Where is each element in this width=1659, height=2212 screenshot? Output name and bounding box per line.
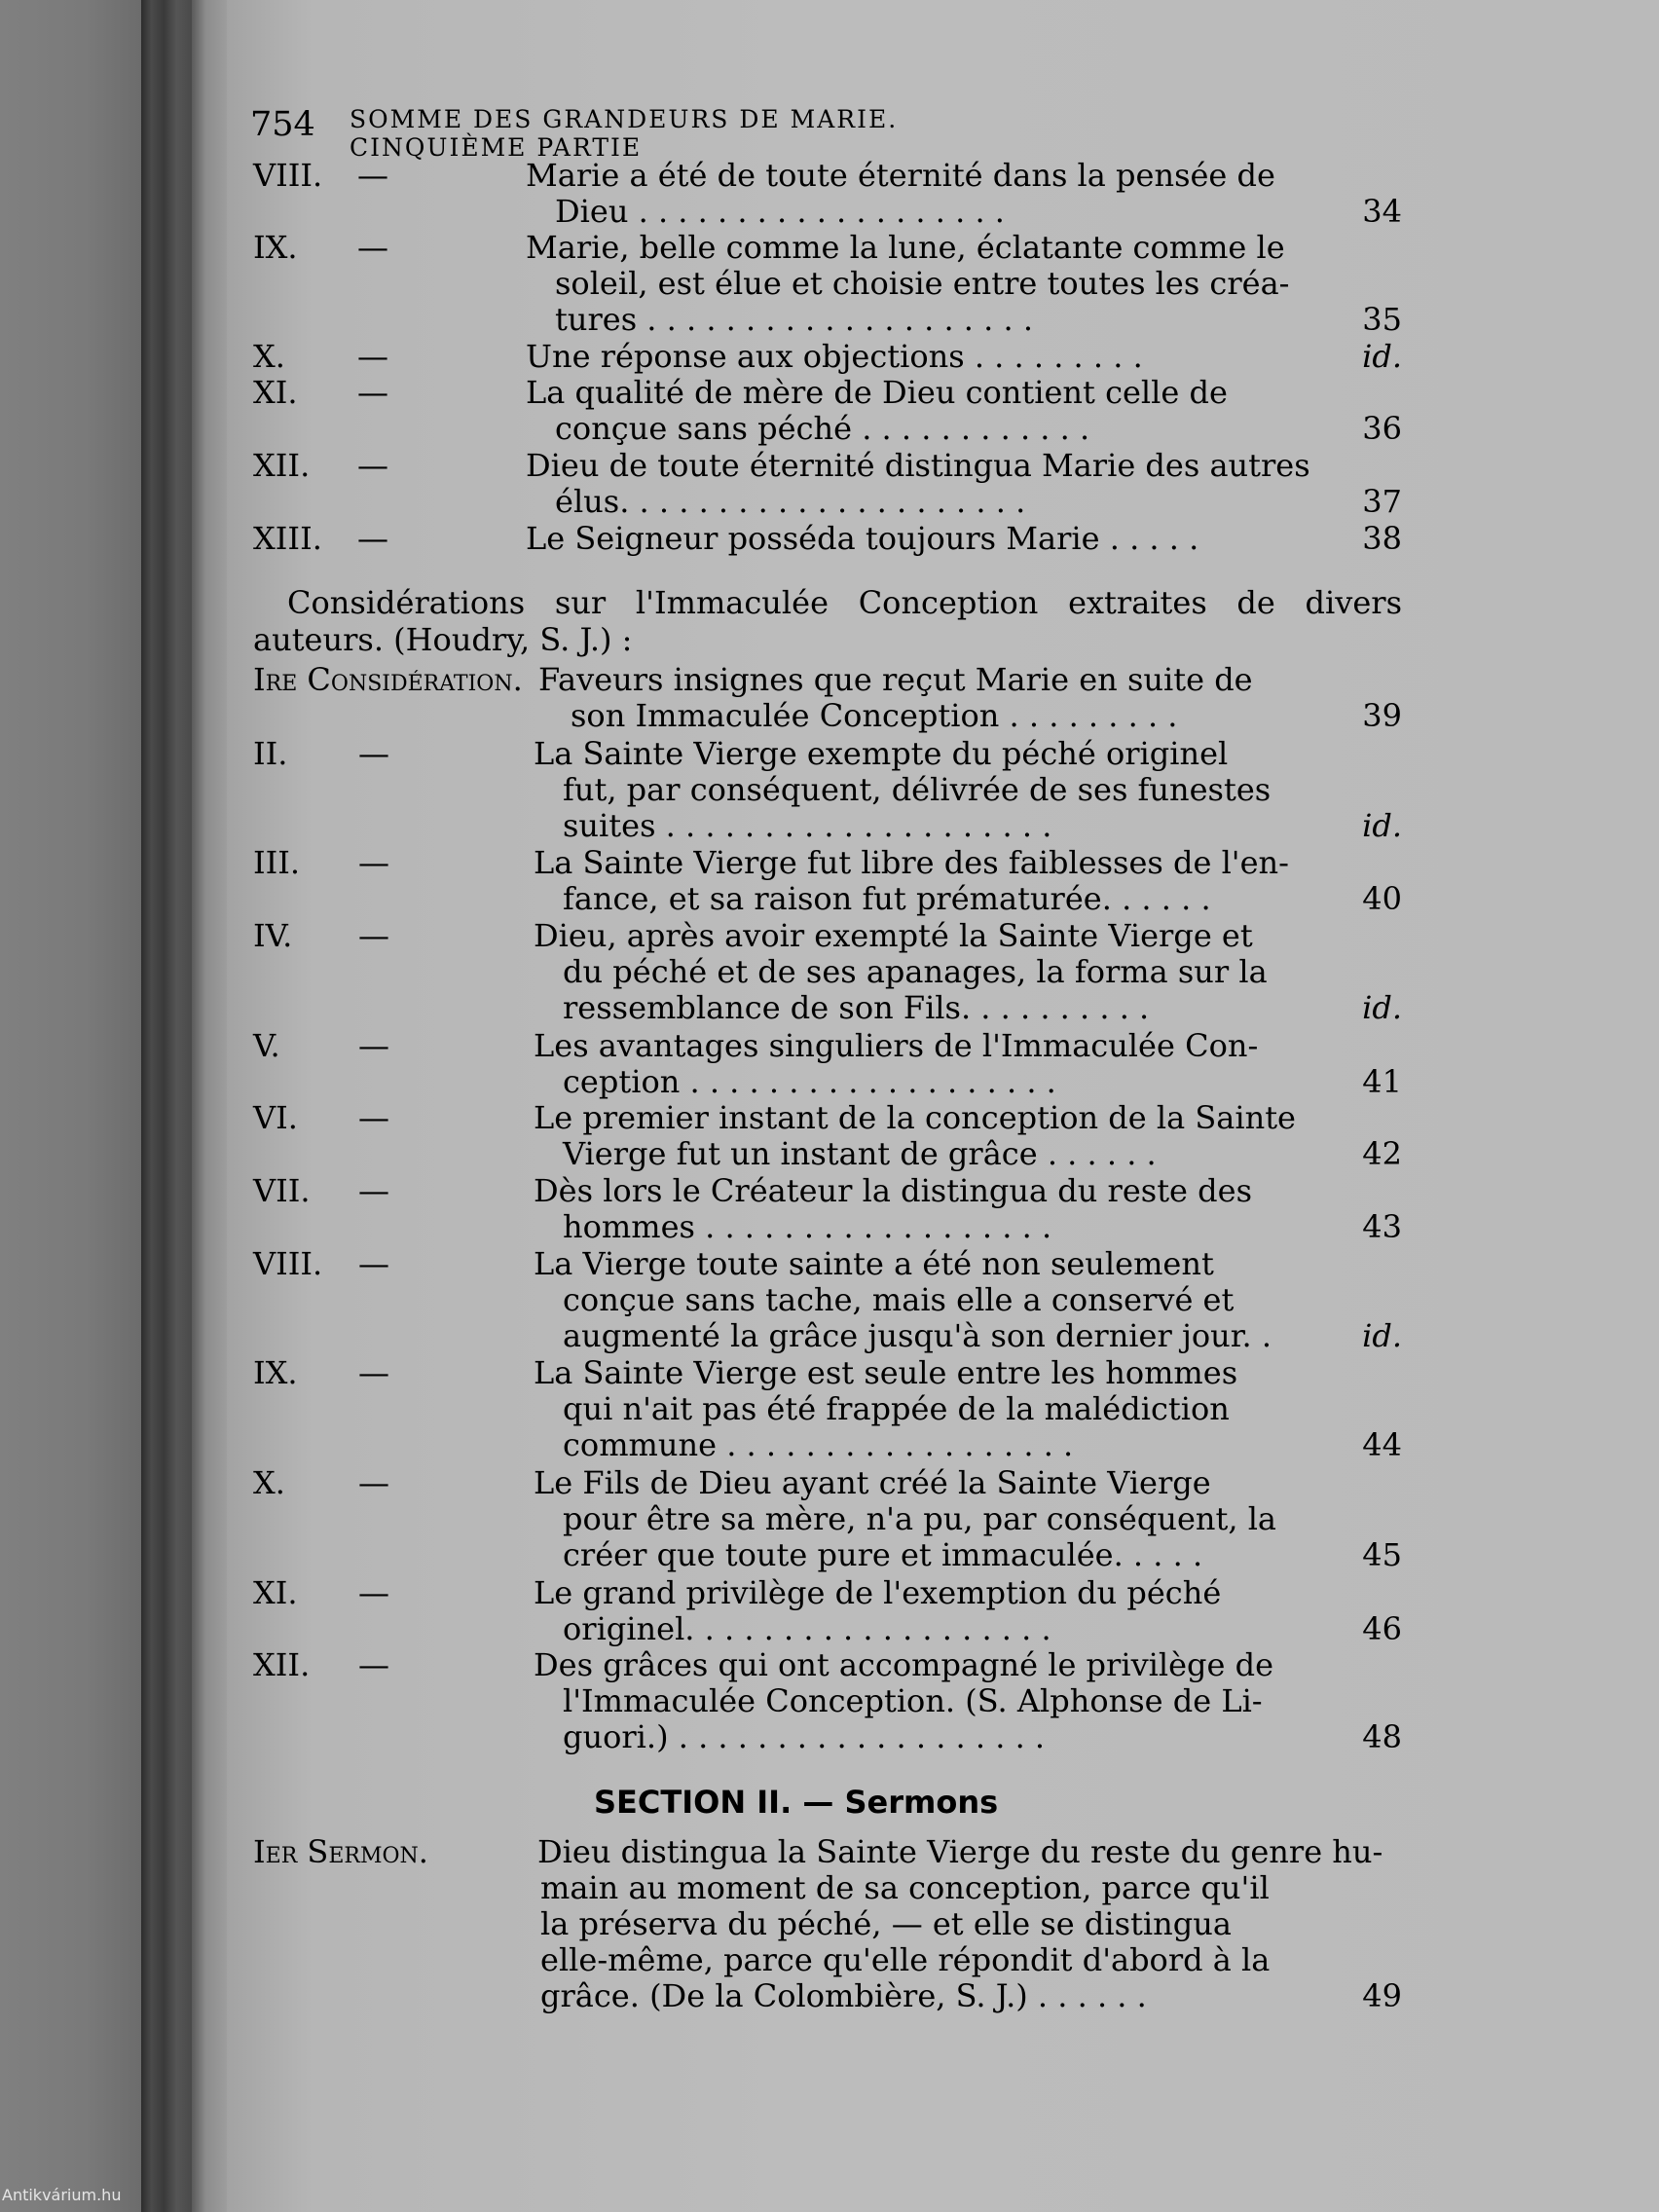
entry-title-line: Marie a été de toute éternité dans la pensée de	[526, 157, 1275, 194]
entry-number: X.	[253, 338, 285, 375]
entry-number: VIII.	[253, 1245, 323, 1282]
entry-dash: —	[358, 1464, 389, 1501]
entry-title-line: La qualité de mère de Dieu contient celle de	[526, 374, 1228, 411]
toc-entry	[253, 230, 1402, 338]
entry-title-line: son Immaculée Conception . . . . . . . . .	[571, 697, 1178, 734]
entry-title-line: Dieu, après avoir exempté la Sainte Vierge et	[534, 917, 1253, 954]
entry-title-line: ception . . . . . . . . . . . . . . . . . . .	[563, 1063, 1056, 1100]
entry-title-line: l'Immaculée Conception. (S. Alphonse de Li-	[563, 1682, 1263, 1719]
entry-dash: —	[357, 157, 388, 194]
entry-page: 34	[1362, 193, 1402, 230]
toc-entry	[253, 448, 1402, 520]
entry-title-line: Faveurs insignes que reçut Marie en suite de	[538, 661, 1253, 698]
entry-number: III.	[253, 844, 301, 881]
toc-entry	[253, 1100, 1402, 1172]
entry-dash: —	[358, 1245, 389, 1282]
entry-page: 44	[1362, 1426, 1402, 1463]
entry-title-line: qui n'ait pas été frappée de la malédiction	[563, 1390, 1230, 1427]
toc-entry	[253, 845, 1402, 917]
entry-number: VI.	[253, 1099, 298, 1136]
entry-page: 42	[1362, 1135, 1402, 1172]
entry-title-line: Le grand privilège de l'exemption du péché	[534, 1574, 1222, 1611]
entry-dash: —	[357, 338, 388, 375]
entry-number: XII.	[253, 447, 311, 484]
entry-number: XI.	[253, 1574, 298, 1611]
entry-title-line: Le premier instant de la conception de la Sainte	[534, 1099, 1296, 1136]
entry-title-line: Dès lors le Créateur la distingua du reste des	[534, 1172, 1252, 1209]
sermon-page: 49	[1362, 1977, 1402, 2014]
page-number: 754	[250, 105, 315, 144]
entry-title-line: élus. . . . . . . . . . . . . . . . . . . . .	[555, 483, 1026, 520]
entry-page: id.	[1362, 989, 1402, 1026]
entry-title-line: commune . . . . . . . . . . . . . . . . . .	[563, 1426, 1074, 1463]
entry-title-line: ressemblance de son Fils. . . . . . . . . .	[563, 989, 1150, 1026]
book-spine	[141, 0, 192, 2212]
toc-entry	[253, 736, 1402, 844]
entry-page: id.	[1362, 1317, 1402, 1354]
entry-page: 41	[1362, 1063, 1402, 1100]
entry-title-line: Dieu de toute éternité distingua Marie des autres	[526, 447, 1310, 484]
entry-number: XII.	[253, 1646, 311, 1683]
entry-number: X.	[253, 1464, 285, 1501]
entry-title-line: Marie, belle comme la lune, éclatante comme le	[526, 229, 1285, 266]
entry-page: 39	[1362, 697, 1402, 734]
entry-page: 36	[1362, 410, 1402, 447]
toc-entry	[253, 1647, 1402, 1755]
entry-label: Ire Considération.	[253, 661, 523, 698]
entry-title-line: Des grâces qui ont accompagné le privilège de	[534, 1646, 1274, 1683]
entry-dash: —	[358, 1574, 389, 1611]
entry-number: V.	[253, 1027, 280, 1064]
background-left	[0, 0, 141, 2212]
entry-title-line: pour être sa mère, n'a pu, par conséquent, la	[563, 1500, 1276, 1537]
entry-page: 48	[1362, 1718, 1402, 1755]
entry-number: IV.	[253, 917, 293, 954]
watermark: Antikvárium.hu	[2, 2186, 122, 2204]
entry-title-line: Une réponse aux objections . . . . . . . . .	[526, 338, 1143, 375]
entry-dash: —	[358, 917, 389, 954]
entry-title-line: tures . . . . . . . . . . . . . . . . . . . .	[555, 301, 1033, 338]
entry-dash: —	[358, 1027, 389, 1064]
entry-dash: —	[357, 374, 388, 411]
entry-page: 43	[1362, 1208, 1402, 1245]
entry-dash: —	[357, 520, 388, 557]
entry-dash: —	[358, 1354, 389, 1391]
entry-title-line: du péché et de ses apanages, la forma sur la	[563, 953, 1268, 990]
sermon-title-line: Dieu distingua la Sainte Vierge du reste du genre hu-	[537, 1833, 1383, 1870]
entry-title-line: Les avantages singuliers de l'Immaculée Con-	[534, 1027, 1259, 1064]
entry-page: id.	[1362, 807, 1402, 844]
sermon-title-line: grâce. (De la Colombière, S. J.) . . . . . .	[540, 1977, 1147, 2014]
entry-number: XI.	[253, 374, 298, 411]
entry-number: XIII.	[253, 520, 322, 557]
entry-dash: —	[357, 447, 388, 484]
considerations-intro	[253, 584, 1402, 658]
toc-entry	[253, 521, 1402, 557]
entry-dash: —	[358, 1646, 389, 1683]
toc-entry	[253, 1028, 1402, 1100]
entry-title-line: guori.) . . . . . . . . . . . . . . . . . . .	[563, 1718, 1046, 1755]
entry-page: 40	[1362, 880, 1402, 917]
entry-page: 37	[1362, 483, 1402, 520]
page-edge	[192, 0, 227, 2212]
entry-title-line: conçue sans tache, mais elle a conservé et	[563, 1281, 1235, 1318]
entry-number: IX.	[253, 229, 298, 266]
entry-number: VIII.	[253, 157, 323, 194]
entry-number: II.	[253, 735, 288, 772]
entry-title-line: Vierge fut un instant de grâce . . . . . .	[563, 1135, 1157, 1172]
page-header	[250, 97, 1029, 162]
entry-title-line: soleil, est élue et choisie entre toutes les créa-	[555, 265, 1290, 302]
entry-title-line: Le Seigneur posséda toujours Marie . . . . .	[526, 520, 1199, 557]
entry-title-line: fut, par conséquent, délivrée de ses funestes	[563, 771, 1272, 808]
entry-dash: —	[357, 229, 388, 266]
entry-title-line: originel. . . . . . . . . . . . . . . . . . .	[563, 1610, 1051, 1647]
toc-entry	[253, 1575, 1402, 1647]
entry-title-line: fance, et sa raison fut prématurée. . . . . .	[563, 880, 1211, 917]
sermon-title-line: elle-même, parce qu'elle répondit d'abord à la	[540, 1941, 1271, 1978]
entry-title-line: créer que toute pure et immaculée. . . . .	[563, 1536, 1203, 1573]
entry-title-line: La Sainte Vierge fut libre des faiblesses de l'en-	[534, 844, 1289, 881]
entry-number: VII.	[253, 1172, 311, 1209]
sermon-title-line: main au moment de sa conception, parce qu'il	[540, 1869, 1270, 1906]
entry-title-line: Dieu . . . . . . . . . . . . . . . . . . .	[555, 193, 1005, 230]
entry-title-line: augmenté la grâce jusqu'à son dernier jour. .	[563, 1317, 1272, 1354]
toc-entry	[253, 1173, 1402, 1245]
toc-entry	[253, 1355, 1402, 1463]
toc-entry	[253, 1246, 1402, 1354]
entry-title-line: La Sainte Vierge est seule entre les hommes	[534, 1354, 1238, 1391]
entry-page: id.	[1362, 338, 1402, 375]
entry-number: IX.	[253, 1354, 298, 1391]
entry-dash: —	[358, 1099, 389, 1136]
entry-page: 38	[1362, 520, 1402, 557]
entry-dash: —	[358, 735, 389, 772]
toc-entry	[253, 918, 1402, 1026]
entry-title-line: suites . . . . . . . . . . . . . . . . . . . .	[563, 807, 1052, 844]
section-heading: SECTION II. — Sermons	[594, 1784, 999, 1821]
entry-title-line: conçue sans péché . . . . . . . . . . . .	[555, 410, 1090, 447]
sermon-label: Ier Sermon.	[253, 1833, 428, 1870]
toc-entry	[253, 339, 1402, 375]
entry-title-line: hommes . . . . . . . . . . . . . . . . . .	[563, 1208, 1052, 1245]
entry-page: 45	[1362, 1536, 1402, 1573]
sermon-title-line: la préserva du péché, — et elle se distingua	[540, 1905, 1232, 1942]
entry-title-line: La Sainte Vierge exempte du péché originel	[534, 735, 1229, 772]
entry-title	[538, 662, 1253, 734]
intro-paragraph: Considérations sur l'Immaculée Conception extraites de divers auteurs. (Houdry, S. J.) :	[253, 584, 1402, 658]
entry-dash: —	[358, 844, 389, 881]
entry-title-line: La Vierge toute sainte a été non seulement	[534, 1245, 1214, 1282]
toc-entry	[253, 158, 1402, 230]
entry-page: 46	[1362, 1610, 1402, 1647]
toc-entry	[253, 375, 1402, 447]
running-title: SOMME DES GRANDEURS DE MARIE. CINQUIÈME PARTIE	[350, 105, 899, 162]
entry-page: 35	[1362, 301, 1402, 338]
entry-title-line: Le Fils de Dieu ayant créé la Sainte Vierge	[534, 1464, 1211, 1501]
toc-entry	[253, 1465, 1402, 1573]
entry-dash: —	[358, 1172, 389, 1209]
